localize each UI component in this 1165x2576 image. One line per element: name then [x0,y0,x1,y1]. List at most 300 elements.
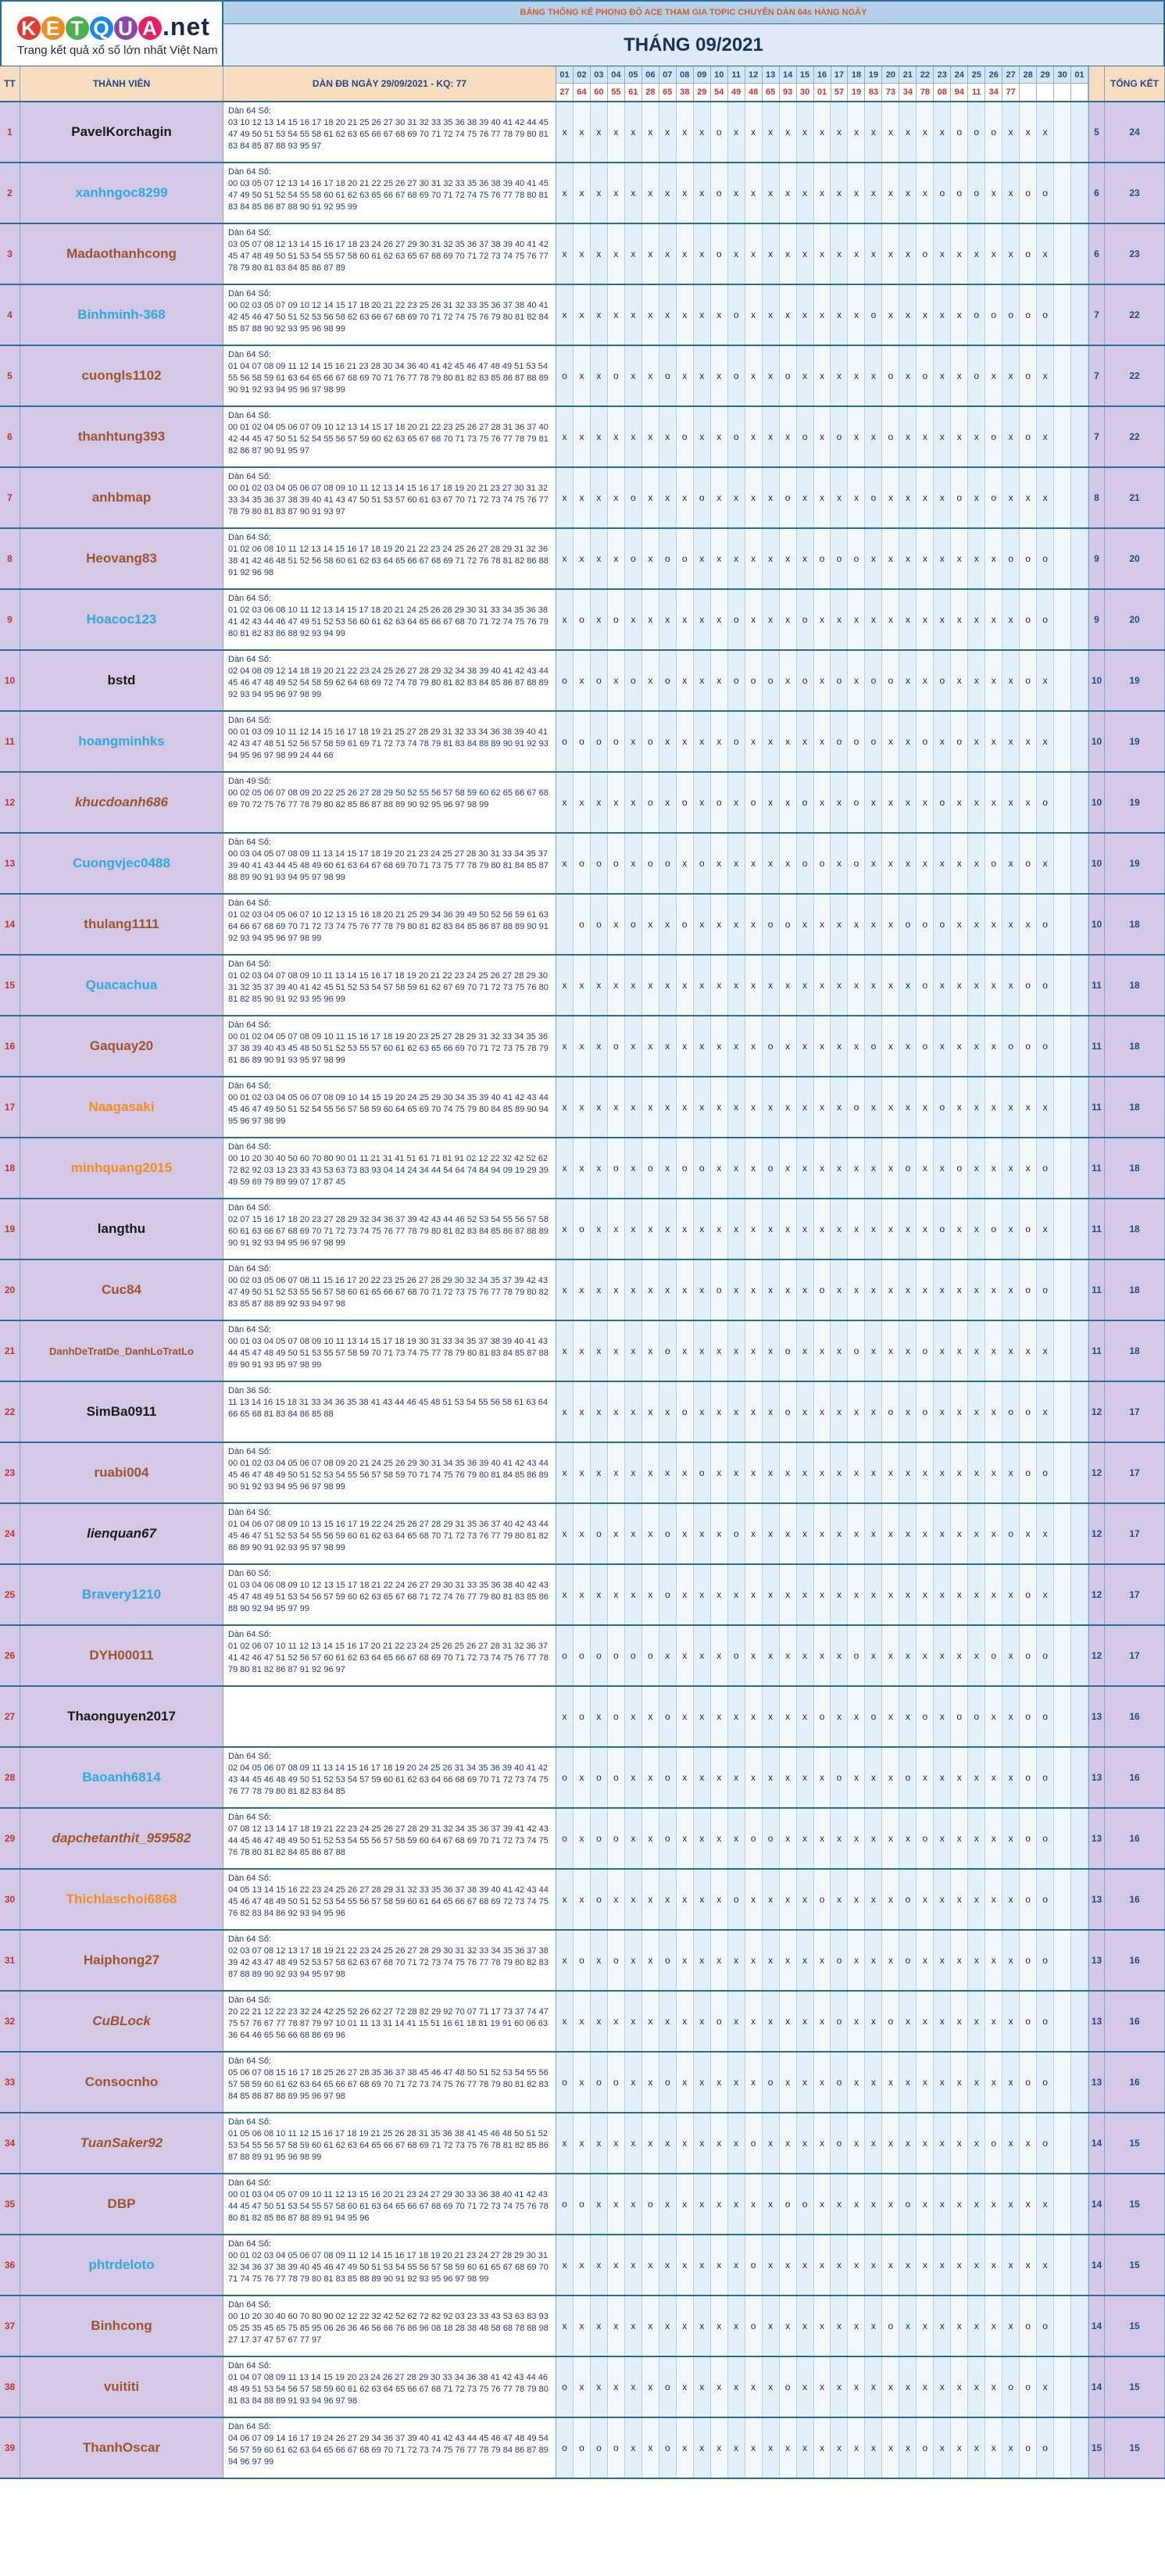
row-index: 8 [0,529,20,588]
day-mark: x [556,1931,574,1990]
day-mark: x [642,163,659,223]
day-mark: x [608,1321,625,1381]
day-mark [1071,2113,1088,2173]
day-mark: o [625,1626,642,1685]
day-mark: x [608,1504,625,1563]
title-bar [223,0,1165,67]
day-mark: o [1037,1809,1054,1868]
day-mark [1054,285,1071,345]
day-mark: x [1020,1077,1037,1137]
day-mark [1054,2357,1071,2417]
day-mark: o [711,163,728,223]
day-mark: x [917,468,934,527]
member-name[interactable]: vuititi [20,2357,223,2417]
day-mark: x [917,1199,934,1259]
day-mark: x [659,1199,677,1259]
miss-count: 10 [1089,712,1105,771]
day-marks [556,1870,1089,1929]
logo-letter: A [138,16,162,40]
member-name[interactable]: Heovang83 [20,529,223,588]
day-mark: o [745,2296,763,2356]
day-number: 28 [1020,66,1037,84]
day-mark: x [797,1138,814,1198]
day-mark: x [642,1992,659,2051]
row-index: 15 [0,956,20,1015]
member-name[interactable]: Haiphong27 [20,1931,223,1990]
day-mark: x [659,590,677,649]
day-mark: x [882,1443,899,1502]
day-mark: o [608,1016,625,1076]
day-mark: x [934,346,951,406]
day-mark: x [985,1809,1002,1868]
day-mark: x [968,2113,985,2173]
day-result: 38 [677,84,694,101]
day-mark: o [608,1138,625,1198]
day-marks [556,895,1089,954]
day-mark: x [797,224,814,284]
day-mark: x [574,651,591,710]
day-mark: x [625,2296,642,2356]
day-mark: o [556,2053,574,2112]
day-mark: o [985,834,1002,893]
day-marks [556,1443,1089,1502]
day-mark: x [831,2174,848,2234]
member-name[interactable]: TuanSaker92 [20,2113,223,2173]
day-marks [556,1016,1089,1076]
day-mark: x [608,1382,625,1442]
day-mark [1071,1382,1088,1442]
day-mark: x [934,1992,951,2051]
day-mark: x [814,2235,831,2295]
day-marks [556,834,1089,893]
day-mark: x [591,1260,608,1320]
day-mark: x [848,285,865,345]
day-mark: o [797,773,814,832]
day-mark [1071,346,1088,406]
day-mark: o [831,712,848,771]
day-mark [1071,468,1088,527]
dan-numbers [223,1687,556,1746]
day-mark: x [848,2418,865,2478]
day-mark: x [899,346,917,406]
day-mark: x [763,1626,780,1685]
day-mark: x [642,1504,659,1563]
total-score: 15 [1105,2296,1165,2356]
day-marks [556,102,1089,162]
day-mark: x [591,102,608,162]
day-mark: o [659,651,677,710]
day-mark: x [728,529,745,588]
member-name[interactable]: Baoanh6814 [20,1748,223,1807]
day-mark [1071,1077,1088,1137]
day-mark: x [934,1809,951,1868]
day-mark: o [780,1382,797,1442]
day-mark: o [780,468,797,527]
member-name[interactable]: ruabi004 [20,1443,223,1502]
day-mark: o [625,529,642,588]
day-mark: x [677,2174,694,2234]
total-score: 23 [1105,224,1165,284]
day-mark: x [711,1870,728,1929]
day-result: 65 [659,84,677,101]
member-name[interactable]: Bravery1210 [20,1565,223,1624]
day-mark: x [1037,224,1054,284]
day-mark: x [968,1138,985,1198]
day-mark: o [985,1199,1002,1259]
day-mark: x [677,1199,694,1259]
day-mark: x [985,1138,1002,1198]
day-mark: o [1020,1687,1037,1746]
day-mark: o [899,895,917,954]
day-mark: x [882,2053,899,2112]
day-mark [1054,1077,1071,1137]
day-mark: x [780,1626,797,1685]
day-mark: x [797,1016,814,1076]
day-mark: x [763,1565,780,1624]
member-name[interactable]: Binhcong [20,2296,223,2356]
day-mark: x [831,1260,848,1320]
day-mark: x [677,834,694,893]
day-mark: x [711,1443,728,1502]
day-mark: x [745,163,763,223]
member-name[interactable]: phtrdeloto [20,2235,223,2295]
day-mark: o [591,651,608,710]
member-name[interactable]: xanhngoc8299 [20,163,223,223]
day-mark: o [899,1870,917,1929]
member-name[interactable]: Thichlaschoi6868 [20,1870,223,1929]
day-mark: x [591,346,608,406]
member-name[interactable]: khucdoanh686 [20,773,223,832]
day-mark: x [1002,224,1020,284]
day-mark: o [625,651,642,710]
day-mark: x [985,224,1002,284]
day-mark: x [1020,2113,1037,2173]
member-name[interactable]: DanhDeTratDe_DanhLoTratLo [20,1321,223,1381]
miss-count: 10 [1089,651,1105,710]
member-name[interactable]: DBP [20,2174,223,2234]
dan-numbers: Dàn 64 Số: 07 08 12 13 14 17 18 19 21 22 23 24 25 26 27 28 29 31 32 34 35 36 37 39 41 42 43 44 45 46 47 48 49 50 51 52 53 54 55 56 57 58 59 60 64 67 68 69 70 71 72 73 74 75 76 78 80 81 82 84 85 86 87 88 [223,1809,556,1868]
day-mark: o [608,1687,625,1746]
day-result: 57 [831,84,849,101]
member-name[interactable]: DYH00011 [20,1626,223,1685]
day-mark [1071,2357,1088,2417]
day-mark: x [625,1077,642,1137]
day-mark: x [659,1626,677,1685]
day-mark: x [951,346,968,406]
day-mark: x [917,1931,934,1990]
member-name[interactable]: minhquang2015 [20,1138,223,1198]
day-mark: x [882,1565,899,1624]
logo-letter: E [41,16,65,40]
day-mark: x [625,2113,642,2173]
miss-count: 9 [1089,529,1105,588]
member-name[interactable]: Hoacoc123 [20,590,223,649]
day-mark: x [625,1382,642,1442]
member-name[interactable]: ThanhOscar [20,2418,223,2478]
day-mark: x [556,1077,574,1137]
day-mark: x [780,2235,797,2295]
day-mark: x [882,1748,899,1807]
miss-count: 14 [1089,2174,1105,2234]
day-mark: x [728,773,745,832]
day-mark: x [745,102,763,162]
day-mark: x [780,285,797,345]
day-mark: x [677,1870,694,1929]
miss-count: 9 [1089,590,1105,649]
miss-count: 10 [1089,834,1105,893]
day-mark: x [1037,468,1054,527]
total-score: 17 [1105,1443,1165,1502]
member-name[interactable]: cuongls1102 [20,346,223,406]
day-mark: x [917,2357,934,2417]
day-mark: x [831,285,848,345]
day-mark: x [780,1077,797,1137]
day-mark: x [899,651,917,710]
day-mark: o [1037,1260,1054,1320]
day-mark: x [934,1687,951,1746]
day-mark: x [556,834,574,893]
day-mark: x [882,895,899,954]
day-mark: x [677,468,694,527]
day-mark: o [574,2174,591,2234]
day-number: 17 [831,66,849,84]
day-mark: x [677,2113,694,2173]
day-mark: x [831,1016,848,1076]
day-mark: x [677,1931,694,1990]
member-name[interactable]: Madaothanhcong [20,224,223,284]
day-mark: o [1002,529,1020,588]
day-mark: x [711,2296,728,2356]
day-mark: x [608,1565,625,1624]
day-mark: x [1020,1138,1037,1198]
day-mark: x [797,529,814,588]
day-mark: x [814,590,831,649]
day-mark: x [728,2418,745,2478]
day-mark: x [968,2174,985,2234]
miss-count: 14 [1089,2296,1105,2356]
member-name[interactable]: thulang1111 [20,895,223,954]
dan-numbers: Dàn 64 Số: 01 02 03 04 07 08 09 10 11 13 14 15 16 17 18 19 20 21 22 23 24 25 26 27 28 29 30 31 32 35 37 39 40 41 42 45 51 52 53 54 57 58 59 61 62 67 69 70 71 72 73 75 76 80 81 82 85 90 91 92 93 95 96 99 [223,956,556,1015]
day-mark: x [848,2357,865,2417]
member-name[interactable]: Consocnho [20,2053,223,2112]
day-mark: x [591,1565,608,1624]
day-mark: x [899,1992,917,2051]
day-mark: o [659,1504,677,1563]
day-mark: x [1002,1321,1020,1381]
day-mark: o [797,651,814,710]
day-mark: x [625,1260,642,1320]
logo-box[interactable] [0,0,223,67]
member-name[interactable]: CuBLock [20,1992,223,2051]
day-mark: x [728,1687,745,1746]
day-mark: x [831,895,848,954]
day-mark: x [968,1626,985,1685]
day-mark: x [574,956,591,1015]
day-mark: x [780,1992,797,2051]
day-mark: o [574,1199,591,1259]
day-mark: x [659,224,677,284]
dan-numbers: Dàn 64 Số: 01 02 03 06 08 10 11 12 13 14 15 17 18 20 21 24 25 26 28 29 30 31 33 34 35 36 38 41 42 43 44 46 47 49 51 52 53 56 60 61 62 63 64 65 66 67 68 70 71 72 74 75 76 79 80 81 82 83 86 88 92 93 94 99 [223,590,556,649]
day-mark: x [780,163,797,223]
day-mark: x [574,163,591,223]
member-name[interactable]: Gaquay20 [20,1016,223,1076]
member-name[interactable]: Quacachua [20,956,223,1015]
dan-numbers: Dàn 64 Số: 02 04 08 09 12 14 18 19 20 21 22 23 24 25 26 27 28 29 32 34 38 39 40 41 42 43 44 45 46 47 48 49 52 54 58 59 62 64 68 69 72 74 78 79 80 81 82 83 84 85 86 87 88 89 92 93 94 95 96 97 98 99 [223,651,556,710]
day-mark: x [625,163,642,223]
member-name[interactable]: PavelKorchagin [20,102,223,162]
day-mark: x [728,1748,745,1807]
day-mark: o [677,773,694,832]
dan-numbers: Dàn 64 Số: 01 02 03 04 05 06 07 10 12 13 15 16 18 20 21 25 29 34 36 39 49 50 52 56 59 61 63 64 66 67 68 69 70 71 72 73 74 75 76 77 78 79 80 81 82 83 84 85 86 87 88 89 90 91 92 93 94 95 96 97 98 99 [223,895,556,954]
table-row [0,712,1165,773]
row-index: 11 [0,712,20,771]
day-mark: x [763,1382,780,1442]
day-mark: x [814,1016,831,1076]
member-name[interactable]: anhbmap [20,468,223,527]
logo-letter: U [114,16,138,40]
day-mark: x [625,956,642,1015]
table-row [0,1565,1165,1626]
day-mark: x [985,1565,1002,1624]
day-mark: x [608,651,625,710]
day-mark: x [985,1016,1002,1076]
day-mark: x [659,1077,677,1137]
day-mark: x [814,1199,831,1259]
member-name[interactable]: Naagasaki [20,1077,223,1137]
day-mark: x [780,224,797,284]
day-mark: o [1020,1809,1037,1868]
day-mark: o [608,2418,625,2478]
day-number: 29 [1037,66,1054,84]
day-mark: x [556,468,574,527]
member-name[interactable]: Cuc84 [20,1260,223,1320]
day-mark: x [882,1199,899,1259]
day-result [1054,84,1071,101]
day-mark: o [951,1138,968,1198]
day-mark: x [797,468,814,527]
table-row [0,2235,1165,2296]
day-mark: o [763,651,780,710]
day-mark: x [882,224,899,284]
total-score: 19 [1105,834,1165,893]
miss-count: 12 [1089,1443,1105,1502]
day-mark: o [934,895,951,954]
day-result: 78 [917,84,934,101]
member-name[interactable]: lienquan67 [20,1504,223,1563]
day-mark: o [1037,285,1054,345]
day-mark: x [574,285,591,345]
table-row [0,1626,1165,1687]
day-mark: x [728,1077,745,1137]
day-mark: x [951,1443,968,1502]
day-mark: o [745,651,763,710]
day-mark: x [745,224,763,284]
day-mark: o [574,712,591,771]
day-mark [1054,834,1071,893]
day-mark [1071,163,1088,223]
logo-suffix: .net [163,13,210,41]
member-name[interactable]: SimBa0911 [20,1382,223,1442]
member-name[interactable]: hoangminhks [20,712,223,771]
day-mark: o [608,346,625,406]
col-tt: TT [0,66,20,101]
day-mark: x [899,1077,917,1137]
day-mark: x [934,1138,951,1198]
member-name[interactable]: Cuongvjec0488 [20,834,223,893]
day-mark: o [882,1992,899,2051]
day-result: 19 [848,84,865,101]
total-score: 23 [1105,163,1165,223]
day-mark: x [694,2235,711,2295]
day-mark: x [934,468,951,527]
day-mark: x [899,102,917,162]
logo[interactable] [17,10,222,42]
dan-numbers: Dàn 64 Số: 00 10 20 30 40 60 70 80 90 02 12 22 32 42 52 62 72 82 92 03 23 33 43 53 63 83 93 05 25 35 45 65 75 85 95 06 26 36 46 56 66 76 86 96 08 18 28 38 48 58 68 78 88 98 27 17 37 47 57 67 77 97 [223,2296,556,2356]
day-mark: x [865,1565,882,1624]
day-mark: x [1037,834,1054,893]
day-mark: o [574,2418,591,2478]
day-mark: x [899,834,917,893]
day-mark: x [556,285,574,345]
day-mark [1054,1443,1071,1502]
day-mark: x [608,773,625,832]
member-name[interactable]: thanhtung393 [20,407,223,466]
day-mark: x [591,1931,608,1990]
day-mark [1071,224,1088,284]
member-name[interactable]: Binhminh-368 [20,285,223,345]
day-mark [1071,407,1088,466]
dan-numbers: Dàn 64 Số: 01 04 07 08 09 11 13 14 15 19 20 23 24 26 27 28 29 30 33 34 36 38 41 42 43 44 46 48 49 51 53 54 56 57 58 59 60 61 62 63 64 65 66 67 68 71 72 73 75 76 77 78 79 80 81 83 84 88 89 91 93 94 96 97 98 [223,2357,556,2417]
day-number: 09 [694,66,711,84]
day-mark: o [1020,2418,1037,2478]
day-mark: o [882,407,899,466]
total-score: 16 [1105,1687,1165,1746]
day-mark: o [951,712,968,771]
day-mark: x [659,895,677,954]
day-mark: x [831,2296,848,2356]
member-name[interactable]: dapchetanthit_959582 [20,1809,223,1868]
day-mark: o [745,773,763,832]
day-mark [1054,407,1071,466]
day-mark: o [865,712,882,771]
table-row [0,2296,1165,2357]
member-name[interactable]: Thaonguyen2017 [20,1687,223,1746]
day-mark: x [745,1016,763,1076]
day-mark: x [591,163,608,223]
row-index: 30 [0,1870,20,1929]
total-score: 20 [1105,590,1165,649]
day-mark: x [574,407,591,466]
day-mark: x [814,1931,831,1990]
row-index: 10 [0,651,20,710]
day-mark: x [711,1748,728,1807]
day-mark: o [728,1870,745,1929]
day-mark: x [934,1870,951,1929]
day-mark: x [608,102,625,162]
day-mark: x [899,407,917,466]
day-mark: x [780,712,797,771]
day-mark: o [745,1809,763,1868]
member-name[interactable]: langthu [20,1199,223,1259]
day-mark: x [677,346,694,406]
day-mark: x [745,285,763,345]
member-name[interactable]: bstd [20,651,223,710]
day-mark: o [677,529,694,588]
day-mark: x [797,956,814,1015]
day-mark: x [797,2418,814,2478]
day-mark: o [848,1321,865,1381]
day-mark: o [659,529,677,588]
